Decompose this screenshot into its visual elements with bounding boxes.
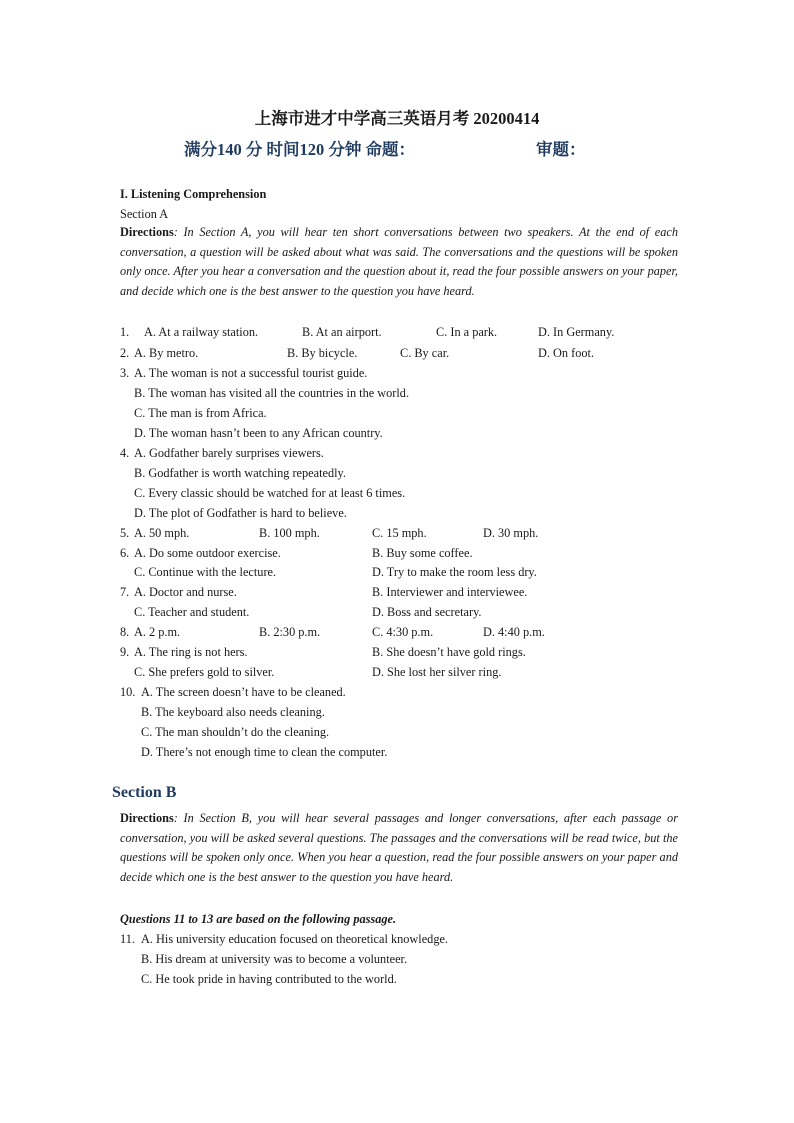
q10-option-b: B. The keyboard also needs cleaning. xyxy=(141,705,325,719)
q9-option-d: D. She lost her silver ring. xyxy=(372,665,502,679)
q6-option-a: A. Do some outdoor exercise. xyxy=(134,546,281,560)
q4-option-d: D. The plot of Godfather is hard to believe. xyxy=(134,506,347,520)
q11-option-c: C. He took pride in having contributed to the world. xyxy=(141,972,397,986)
q8-option-c: C. 4:30 p.m. xyxy=(372,625,434,639)
q6-number: 6. xyxy=(120,546,130,560)
q3-option-b: B. The woman has visited all the countries in the world. xyxy=(134,386,410,400)
q9-number: 9. xyxy=(120,645,130,659)
part-heading: I. Listening Comprehension xyxy=(120,187,267,201)
section-b-directions xyxy=(120,809,678,887)
q3-option-a: A. The woman is not a successful tourist guide. xyxy=(134,366,368,380)
q6-option-c: C. Continue with the lecture. xyxy=(134,565,277,579)
q6-option-b: B. Buy some coffee. xyxy=(372,546,473,560)
q10-option-d: D. There’s not enough time to clean the computer. xyxy=(141,745,388,759)
directions-text: : In Section B, you will hear several passages and longer conversations, after each passage or conversation, you will be asked several questions. The passages and the conversations will be read twice, but the questions will be spoken only once. When you hear a question, read the four possible answers on your paper and decide which one is the best answer to the question you have heard. xyxy=(120,811,678,884)
directions-label: Directions xyxy=(120,811,174,825)
q5-option-a: A. 50 mph. xyxy=(134,526,190,540)
score-time-line: 满分140 分 时间120 分钟 命题： xyxy=(184,140,415,159)
q1-option-c: C. In a park. xyxy=(436,325,498,339)
reviewer-label: 审题： xyxy=(536,140,586,159)
q1-number: 1. xyxy=(120,325,130,339)
q1-option-a: A. At a railway station. xyxy=(144,325,259,339)
q10-option-a: A. The screen doesn’t have to be cleaned. xyxy=(141,685,346,699)
q7-number: 7. xyxy=(120,585,130,599)
q11-option-a: A. His university education focused on theoretical knowledge. xyxy=(141,932,448,946)
q7-option-d: D. Boss and secretary. xyxy=(372,605,482,619)
q10-number: 10. xyxy=(120,685,136,699)
section-a-directions xyxy=(120,223,678,301)
q2-option-c: C. By car. xyxy=(400,346,450,360)
q4-option-a: A. Godfather barely surprises viewers. xyxy=(134,446,324,460)
q1-option-d: D. In Germany. xyxy=(538,325,615,339)
directions-text: : In Section A, you will hear ten short conversations between two speakers. At the end of each conversation, a question will be asked about what was said. The conversations and the questions will be spoken only once. After you hear a conversation and the question about it, read the four possible answers on your paper, and decide which one is the best answer to the question you have heard. xyxy=(120,225,678,298)
q3-option-d: D. The woman hasn’t been to any African country. xyxy=(134,426,383,440)
q2-option-a: A. By metro. xyxy=(134,346,199,360)
q4-option-c: C. Every classic should be watched for at least 6 times. xyxy=(134,486,406,500)
page-title: 上海市进才中学高三英语月考 20200414 xyxy=(254,109,540,128)
q5-option-b: B. 100 mph. xyxy=(259,526,320,540)
q8-option-d: D. 4:40 p.m. xyxy=(483,625,545,639)
q8-option-a: A. 2 p.m. xyxy=(134,625,181,639)
q1-option-b: B. At an airport. xyxy=(302,325,382,339)
q7-option-c: C. Teacher and student. xyxy=(134,605,250,619)
q9-option-a: A. The ring is not hers. xyxy=(134,645,248,659)
q11-number: 11. xyxy=(120,932,135,946)
q7-option-b: B. Interviewer and interviewee. xyxy=(372,585,528,599)
q2-number: 2. xyxy=(120,346,130,360)
q4-number: 4. xyxy=(120,446,130,460)
q8-number: 8. xyxy=(120,625,130,639)
q5-option-d: D. 30 mph. xyxy=(483,526,539,540)
section-b-heading: Section B xyxy=(112,784,177,801)
q4-option-b: B. Godfather is worth watching repeatedly. xyxy=(134,466,346,480)
directions-label: Directions xyxy=(120,225,174,239)
section-a-label: Section A xyxy=(120,207,169,221)
q7-option-a: A. Doctor and nurse. xyxy=(134,585,237,599)
question-group-label: Questions 11 to 13 are based on the following passage. xyxy=(120,912,397,926)
q6-option-d: D. Try to make the room less dry. xyxy=(372,565,537,579)
q2-option-d: D. On foot. xyxy=(538,346,595,360)
q8-option-b: B. 2:30 p.m. xyxy=(259,625,321,639)
q3-number: 3. xyxy=(120,366,130,380)
q11-option-b: B. His dream at university was to become a volunteer. xyxy=(141,952,408,966)
q3-option-c: C. The man is from Africa. xyxy=(134,406,267,420)
q9-option-c: C. She prefers gold to silver. xyxy=(134,665,275,679)
q5-number: 5. xyxy=(120,526,130,540)
q9-option-b: B. She doesn’t have gold rings. xyxy=(372,645,526,659)
q2-option-b: B. By bicycle. xyxy=(287,346,358,360)
q5-option-c: C. 15 mph. xyxy=(372,526,427,540)
q10-option-c: C. The man shouldn’t do the cleaning. xyxy=(141,725,330,739)
